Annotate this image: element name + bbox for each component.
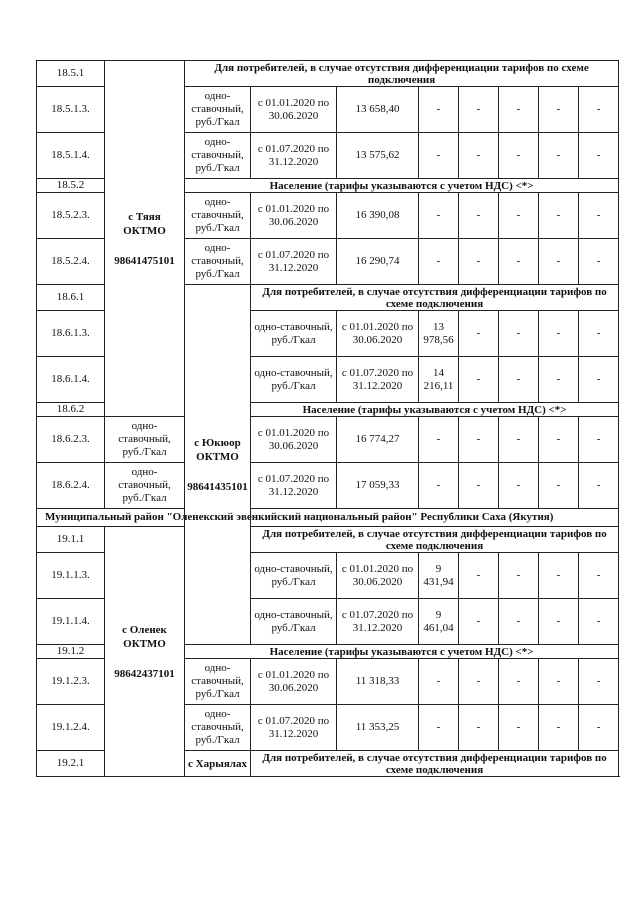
section-header-row [37,61,619,87]
empty-dash: - [419,463,459,509]
empty-dash: - [419,417,459,463]
empty-dash: - [499,87,539,133]
period: с 01.07.2020 по 31.12.2020 [337,599,419,645]
empty-dash: - [539,463,579,509]
empty-dash: - [459,133,499,179]
empty-dash: - [459,87,499,133]
tariff-value: 13 575,62 [337,133,419,179]
empty-dash: - [499,599,539,645]
section-title: Для потребителей, в случае отсутствия дифференциации тарифов по схеме подключения [251,527,619,553]
tariff-value: 11 353,25 [337,705,419,751]
rate-type: одно-ставочный, руб./Гкал [185,87,251,133]
section-title: Для потребителей, в случае отсутствия дифференциации тарифов по схеме подключения [185,61,619,87]
empty-dash: - [499,463,539,509]
tariff-value: 11 318,33 [337,659,419,705]
period: с 01.07.2020 по 31.12.2020 [251,239,337,285]
section-code: 19.2.1 [37,751,105,777]
empty-dash: - [539,311,579,357]
empty-dash: - [539,133,579,179]
empty-dash: - [419,705,459,751]
empty-dash: - [459,417,499,463]
empty-dash: - [499,417,539,463]
row-code: 19.1.2.4. [37,705,105,751]
rate-type: одно-ставочный, руб./Гкал [185,239,251,285]
empty-dash: - [419,193,459,239]
section-title: Население (тарифы указываются с учетом НДС) <*> [185,645,619,659]
section-code: 18.5.1 [37,61,105,87]
empty-dash: - [499,239,539,285]
settlement-name: с Тяяя [128,210,161,223]
empty-dash: - [579,417,619,463]
row-code: 18.5.2.4. [37,239,105,285]
settlement-name: с Харыялах [185,751,251,777]
empty-dash: - [459,659,499,705]
tariff-value: 9 461,04 [419,599,459,645]
section-title: Население (тарифы указываются с учетом НДС) <*> [251,403,619,417]
oktmo-label: ОКТМО [123,224,166,237]
period: с 01.07.2020 по 31.12.2020 [251,463,337,509]
settlement-name: с Юкюор [194,436,241,449]
empty-dash: - [539,357,579,403]
empty-dash: - [539,659,579,705]
empty-dash: - [579,599,619,645]
section-code: 18.6.2 [37,403,105,417]
oktmo-code: 98642437101 [114,667,175,680]
empty-dash: - [459,193,499,239]
empty-dash: - [499,705,539,751]
empty-dash: - [579,239,619,285]
empty-dash: - [539,705,579,751]
settlement-cell [105,527,185,777]
row-code: 18.5.2.3. [37,193,105,239]
rate-type: одно-ставочный, руб./Гкал [105,417,185,463]
empty-dash: - [459,357,499,403]
rate-type: одно-ставочный, руб./Гкал [185,193,251,239]
oktmo-label: ОКТМО [123,637,166,650]
settlement-name: с Оленек [122,623,167,636]
tariff-value: 16 390,08 [337,193,419,239]
period: с 01.01.2020 по 30.06.2020 [251,193,337,239]
rate-type: одно-ставочный, руб./Гкал [185,133,251,179]
period: с 01.01.2020 по 30.06.2020 [337,553,419,599]
tariff-value: 13 978,56 [419,311,459,357]
row-code: 18.5.1.3. [37,87,105,133]
empty-dash: - [419,659,459,705]
empty-dash: - [499,311,539,357]
empty-dash: - [459,553,499,599]
row-code: 18.6.2.3. [37,417,105,463]
rate-type: одно-ставочный, руб./Гкал [251,553,337,599]
tariff-value: 9 431,94 [419,553,459,599]
row-code: 19.1.1.4. [37,599,105,645]
row-code: 18.6.2.4. [37,463,105,509]
empty-dash: - [579,463,619,509]
period: с 01.01.2020 по 30.06.2020 [251,659,337,705]
section-code: 19.1.2 [37,645,105,659]
empty-dash: - [579,705,619,751]
rate-type: одно-ставочный, руб./Гкал [105,463,185,509]
oktmo-code: 98641475101 [114,254,175,267]
empty-dash: - [459,311,499,357]
empty-dash: - [579,133,619,179]
period: с 01.07.2020 по 31.12.2020 [251,133,337,179]
period: с 01.07.2020 по 31.12.2020 [337,357,419,403]
empty-dash: - [579,193,619,239]
rate-type: одно-ставочный, руб./Гкал [251,311,337,357]
row-code: 18.5.1.4. [37,133,105,179]
tariff-value: 16 774,27 [337,417,419,463]
section-code: 18.5.2 [37,179,105,193]
tariff-value: 13 658,40 [337,87,419,133]
empty-dash: - [539,87,579,133]
empty-dash: - [539,239,579,285]
period: с 01.07.2020 по 31.12.2020 [251,705,337,751]
row-code: 18.6.1.4. [37,357,105,403]
tariff-table [36,60,619,777]
rate-type: одно-ставочный, руб./Гкал [185,705,251,751]
empty-dash: - [579,553,619,599]
oktmo-code: 98641435101 [187,480,248,493]
section-code: 19.1.1 [37,527,105,553]
municipal-district-row [37,509,619,527]
empty-dash: - [459,705,499,751]
municipal-district-title: Муниципальный район "Оленекский эвенкийский национальный район" Республики Саха (Якутия) [37,509,619,527]
tariff-value: 17 059,33 [337,463,419,509]
empty-dash: - [499,193,539,239]
section-code: 18.6.1 [37,285,105,311]
empty-dash: - [539,193,579,239]
empty-dash: - [459,239,499,285]
section-title: Население (тарифы указываются с учетом НДС) <*> [185,179,619,193]
empty-dash: - [419,239,459,285]
rate-type: одно-ставочный, руб./Гкал [251,599,337,645]
table-row [37,463,619,509]
tariff-value: 14 216,11 [419,357,459,403]
settlement-cell [105,61,185,417]
empty-dash: - [579,311,619,357]
empty-dash: - [459,599,499,645]
oktmo-label: ОКТМО [196,450,239,463]
section-title: Для потребителей, в случае отсутствия дифференциации тарифов по схеме подключения [251,285,619,311]
row-code: 19.1.2.3. [37,659,105,705]
empty-dash: - [579,659,619,705]
row-code: 19.1.1.3. [37,553,105,599]
empty-dash: - [459,463,499,509]
period: с 01.01.2020 по 30.06.2020 [337,311,419,357]
period: с 01.01.2020 по 30.06.2020 [251,87,337,133]
rate-type: одно-ставочный, руб./Гкал [185,659,251,705]
row-code: 18.6.1.3. [37,311,105,357]
empty-dash: - [499,659,539,705]
empty-dash: - [579,357,619,403]
section-title: Для потребителей, в случае отсутствия дифференциации тарифов по схеме подключения [251,751,619,777]
empty-dash: - [539,599,579,645]
settlement-cell [185,285,251,645]
empty-dash: - [419,133,459,179]
empty-dash: - [539,553,579,599]
empty-dash: - [579,87,619,133]
tariff-value: 16 290,74 [337,239,419,285]
section-header-row [37,527,619,553]
empty-dash: - [539,417,579,463]
empty-dash: - [499,133,539,179]
rate-type: одно-ставочный, руб./Гкал [251,357,337,403]
empty-dash: - [499,357,539,403]
table-row [37,417,619,463]
empty-dash: - [499,553,539,599]
empty-dash: - [419,87,459,133]
period: с 01.01.2020 по 30.06.2020 [251,417,337,463]
